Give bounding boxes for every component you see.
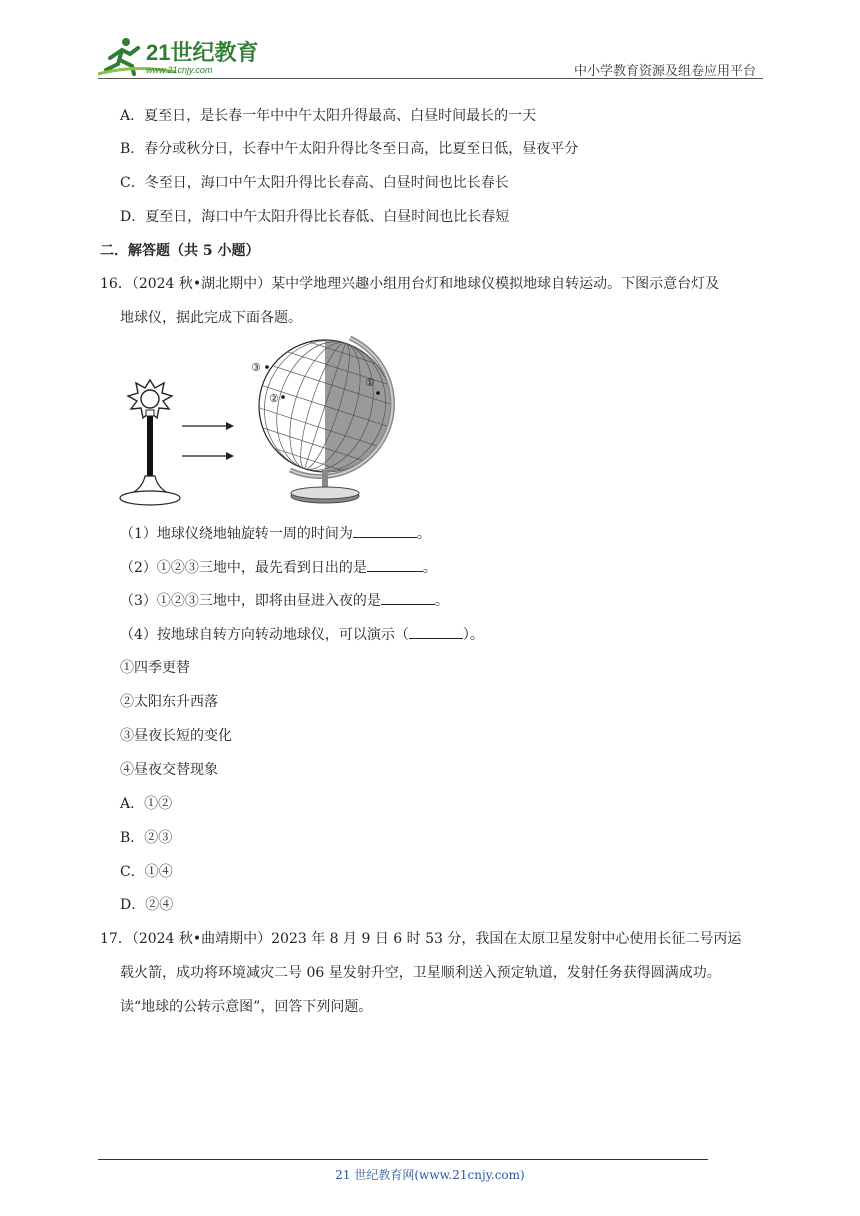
q16-sub2: （2）①②③三地中，最先看到日出的是 。	[120, 557, 437, 578]
site-1-label: ①	[365, 376, 375, 389]
desk-lamp-icon	[120, 380, 180, 505]
prev-option-a: A．夏至日，是长春一年中中午太阳升得最高、白昼时间最长的一天	[120, 108, 537, 124]
answer-blank[interactable]	[409, 624, 463, 639]
header-divider	[98, 78, 763, 79]
q17-stem-line2: 载火箭，成功将环境减灾二号 06 星发射升空，卫星顺利送入预定轨道，发射任务获得圆满成功。	[120, 965, 721, 981]
q16-item-4: ④昼夜交替现象	[120, 762, 218, 778]
prev-option-b: B．春分或秋分日，长春中午太阳升得比冬至日高，比夏至日低，昼夜平分	[120, 141, 579, 157]
q16-sub3: （3）①②③三地中，即将由昼进入夜的是 。	[120, 590, 449, 611]
globe-icon	[229, 336, 412, 503]
q16-option-c[interactable]: C．①④	[120, 864, 173, 880]
q16-sub4-text: （4）按地球自转方向转动地球仪，可以演示（	[120, 627, 409, 643]
prev-option-d: D．夏至日，海口中午太阳升得比长春低、白昼时间也比长春短	[120, 209, 510, 225]
q16-sub4: （4）按地球自转方向转动地球仪，可以演示（ ）。	[120, 624, 484, 645]
q16-sub3-text: （3）①②③三地中，即将由昼进入夜的是	[120, 593, 381, 609]
answer-blank[interactable]	[367, 557, 423, 572]
q16-option-b[interactable]: B．②③	[120, 830, 173, 846]
q16-stem-line2: 地球仪，据此完成下面各题。	[120, 310, 302, 326]
q16-item-3: ③昼夜长短的变化	[120, 728, 232, 744]
lamp-globe-figure	[112, 336, 412, 514]
prev-option-c: C．冬至日，海口中午太阳升得比长春高、白昼时间也比长春长	[120, 175, 509, 191]
q16-item-2: ②太阳东升西落	[120, 694, 218, 710]
q16-sub1: （1）地球仪绕地轴旋转一周的时间为 。	[120, 523, 431, 544]
q17-stem-line1: 17．（2024 秋•曲靖期中）2023 年 8 月 9 日 6 时 53 分，我国在太原卫星发射中心使用长征二号丙运	[100, 931, 742, 947]
logo-url: www.21cnjy.com	[146, 65, 213, 75]
site-3-label: ③	[251, 361, 261, 374]
answer-blank[interactable]	[381, 590, 435, 605]
q16-option-a[interactable]: A．①②	[120, 796, 173, 812]
answer-blank[interactable]	[353, 523, 417, 538]
q16-sub2-text: （2）①②③三地中，最先看到日出的是	[120, 560, 367, 576]
header-platform-text: 中小学教育资源及组卷应用平台	[574, 64, 757, 79]
q17-stem-line3: 读“地球的公转示意图”，回答下列问题。	[120, 999, 373, 1015]
q16-item-1: ①四季更替	[120, 660, 190, 676]
footer-divider	[98, 1159, 708, 1160]
logo-text: 21世纪教育	[146, 40, 259, 65]
section-title: 二．解答题（共 5 小题）	[100, 243, 260, 259]
site-logo	[96, 34, 266, 78]
light-arrow-icon	[182, 422, 234, 460]
q16-sub1-text: （1）地球仪绕地轴旋转一周的时间为	[120, 526, 353, 542]
footer-link[interactable]: 21 世纪教育网(www.21cnjy.com)	[335, 1168, 525, 1182]
site-2-label: ②	[269, 392, 279, 405]
q16-option-d[interactable]: D．②④	[120, 897, 174, 913]
q16-stem-line1: 16．（2024 秋•湖北期中）某中学地理兴趣小组用台灯和地球仪模拟地球自转运动。下图示意台灯及	[100, 276, 720, 292]
